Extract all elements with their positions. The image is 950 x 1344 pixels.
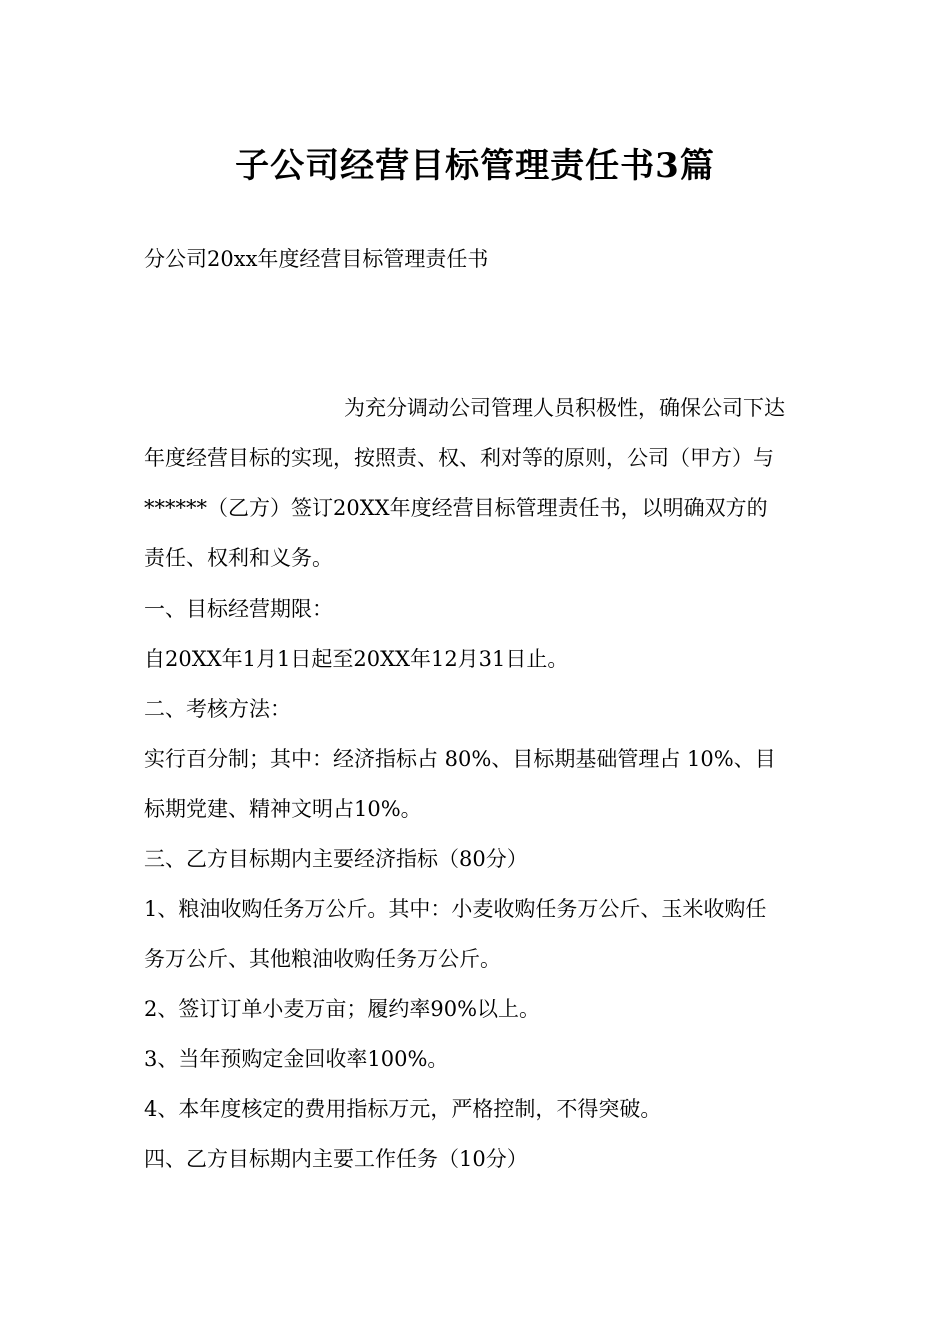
paragraph-line: 责任、权利和义务。 — [144, 546, 333, 570]
section-heading: 三、乙方目标期内主要经济指标（80分） — [144, 847, 528, 871]
paragraph-line: 年度经营目标的实现，按照责、权、利对等的原则，公司（甲方）与 — [144, 446, 774, 470]
list-item: 2、签订订单小麦万亩；履约率90%以上。 — [144, 997, 541, 1021]
section-heading: 四、乙方目标期内主要工作任务（10分） — [144, 1147, 528, 1171]
list-item: 3、当年预购定金回收率100%。 — [144, 1047, 449, 1071]
paragraph-line: 标期党建、精神文明占10%。 — [144, 797, 422, 821]
document-title: 子公司经营目标管理责任书3篇 — [235, 146, 715, 186]
paragraph-line: 为充分调动公司管理人员积极性，确保公司下达 — [344, 396, 785, 420]
list-item: 1、粮油收购任务万公斤。其中：小麦收购任务万公斤、玉米收购任 — [144, 897, 767, 921]
paragraph-line: 实行百分制；其中：经济指标占 80%、目标期基础管理占 10%、目 — [144, 747, 776, 771]
section-heading: 一、目标经营期限： — [144, 597, 333, 621]
document-subtitle: 分公司20xx年度经营目标管理责任书 — [144, 247, 489, 271]
section-heading: 二、考核方法： — [144, 697, 291, 721]
list-item: 务万公斤、其他粮油收购任务万公斤。 — [144, 947, 501, 971]
list-item: 4、本年度核定的费用指标万元，严格控制，不得突破。 — [144, 1097, 662, 1121]
paragraph-line: 自20XX年1月1日起至20XX年12月31日止。 — [144, 647, 569, 671]
paragraph-line: ******（乙方）签订20XX年度经营目标管理责任书，以明确双方的 — [144, 496, 768, 520]
